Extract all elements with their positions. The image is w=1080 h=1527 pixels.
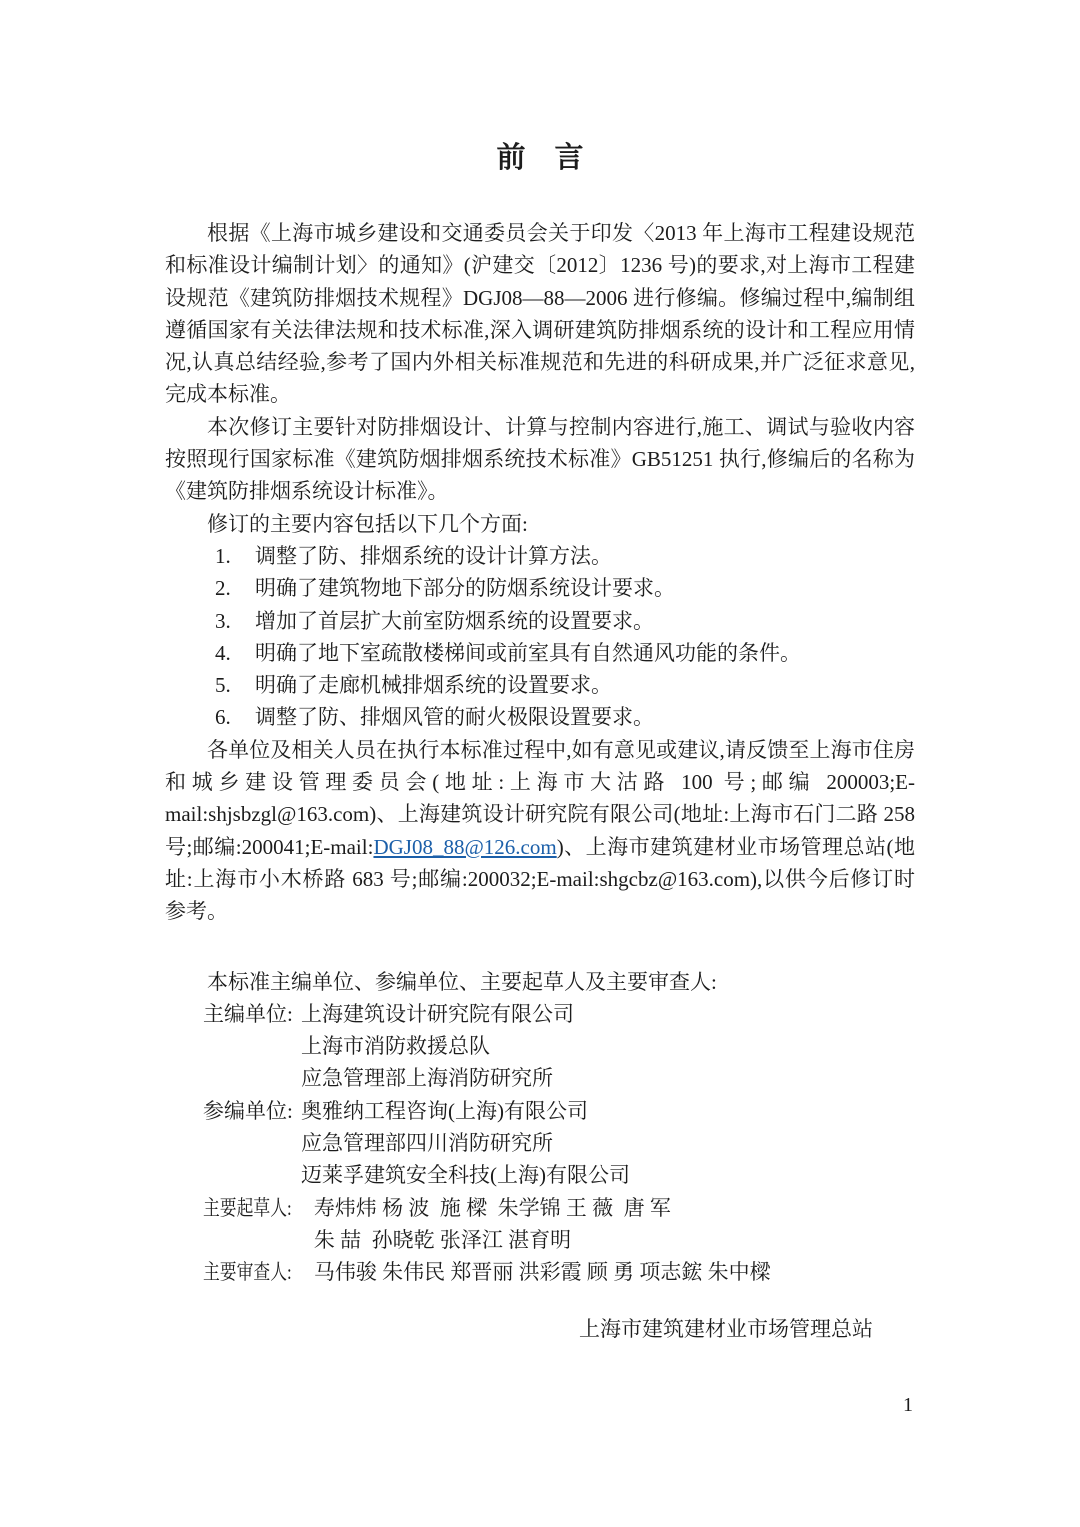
revision-item-number: 2. <box>215 576 231 601</box>
revision-item <box>165 605 915 637</box>
revision-item <box>165 669 915 701</box>
credit-line: 应急管理部四川消防研究所 <box>301 1131 553 1156</box>
credit-line: 上海建筑设计研究院有限公司 <box>301 1001 574 1026</box>
credit-line: 迈莱孚建筑安全科技(上海)有限公司 <box>301 1163 630 1188</box>
credit-row-drafters <box>165 1192 915 1257</box>
feedback-text-before: 各单位及相关人员在执行本标准过程中,如有意见或建议,请反馈至上海市住房和城乡建设管理委员会(地址:上海市大沽路 100 号;邮编 200003;E-mail:shjsbzgl@163.com)、上海建筑设计研究院有限公司(地址:上海市石门二路 258 号;邮编:200041;E-mail: <box>165 737 915 859</box>
revision-item <box>165 540 915 572</box>
revision-item-text: 调整了防、排烟风管的耐火极限设置要求。 <box>255 705 654 730</box>
revision-item-text: 调整了防、排烟系统的设计计算方法。 <box>255 543 612 568</box>
revision-item-text: 增加了首层扩大前室防烟系统的设置要求。 <box>255 608 654 633</box>
email-link[interactable]: DGJ08_88@126.com <box>373 834 557 859</box>
document-body <box>165 217 915 1345</box>
revision-item <box>165 572 915 604</box>
credit-values <box>314 1192 915 1257</box>
revision-item-number: 6. <box>215 705 231 730</box>
revision-item-text: 明确了地下室疏散楼梯间或前室具有自然通风功能的条件。 <box>255 640 801 665</box>
credit-line: 奥雅纳工程咨询(上海)有限公司 <box>301 1098 588 1123</box>
credits-heading: 本标准主编单位、参编单位、主要起草人及主要审查人: <box>207 969 717 994</box>
credit-values <box>301 1095 915 1192</box>
credit-values <box>314 1256 915 1288</box>
revision-list-intro: 修订的主要内容包括以下几个方面: <box>207 511 528 536</box>
revision-list <box>165 540 915 734</box>
credit-row-chief-editor <box>165 998 915 1095</box>
revision-item <box>165 637 915 669</box>
revision-item-text: 明确了建筑物地下部分的防烟系统设计要求。 <box>255 576 675 601</box>
signature-organization: 上海市建筑建材业市场管理总站 <box>579 1316 873 1341</box>
credit-values <box>301 998 915 1095</box>
credit-label: 参编单位: <box>203 1098 293 1123</box>
paragraph-feedback <box>165 734 915 928</box>
credits-section <box>165 966 915 1289</box>
paragraph-basis: 根据《上海市城乡建设和交通委员会关于印发〈2013 年上海市工程建设规范和标准设计编制计划〉的通知》(沪建交〔2012〕1236 号)的要求,对上海市工程建设规范《建筑防排烟技术规程》DGJ08—88—2006 进行修编。修编过程中,编制组遵循国家有关法律法规和技术标准,深入调研建筑防排烟系统的设计和工程应用情况,认真总结经验,参考了国内外相关标准规范和先进的科研成果,并广泛征求意见,完成本标准。 <box>165 221 915 407</box>
revision-item-number: 1. <box>215 543 231 568</box>
credit-line: 应急管理部上海消防研究所 <box>301 1066 553 1091</box>
credit-row-reviewers <box>165 1256 915 1288</box>
feedback-text-after: )、上海市建筑建材业市场管理总站(地址:上海市小木桥路 683 号;邮编:200032;E-mail:shgcbz@163.com),以供今后修订时参考。 <box>165 834 915 924</box>
revision-item <box>165 701 915 733</box>
page-number: 1 <box>903 1394 913 1416</box>
credit-line: 寿炜炜 杨 波 施 樑 朱学锦 王 薇 唐 军 <box>313 1195 671 1220</box>
credit-line: 上海市消防救援总队 <box>301 1034 490 1059</box>
credit-label: 主要审查人: <box>203 1260 292 1285</box>
credit-row-co-editor <box>165 1095 915 1192</box>
credit-line: 朱 喆 孙晓乾 张泽江 湛育明 <box>313 1227 572 1252</box>
revision-item-text: 明确了走廊机械排烟系统的设置要求。 <box>255 673 612 698</box>
revision-item-number: 4. <box>215 640 231 665</box>
credit-line: 马伟骏 朱伟民 郑晋丽 洪彩霞 顾 勇 项志鋐 朱中樑 <box>313 1260 771 1285</box>
paragraph-revision-scope: 本次修订主要针对防排烟设计、计算与控制内容进行,施工、调试与验收内容按照现行国家标准《建筑防烟排烟系统技术标准》GB51251 执行,修编后的名称为《建筑防排烟系统设计标准》。 <box>165 414 915 504</box>
revision-item-number: 3. <box>215 608 231 633</box>
credit-label: 主要起草人: <box>203 1195 292 1220</box>
revision-item-number: 5. <box>215 673 231 698</box>
credit-label: 主编单位: <box>203 1001 293 1026</box>
page-title: 前 言 <box>496 142 584 174</box>
